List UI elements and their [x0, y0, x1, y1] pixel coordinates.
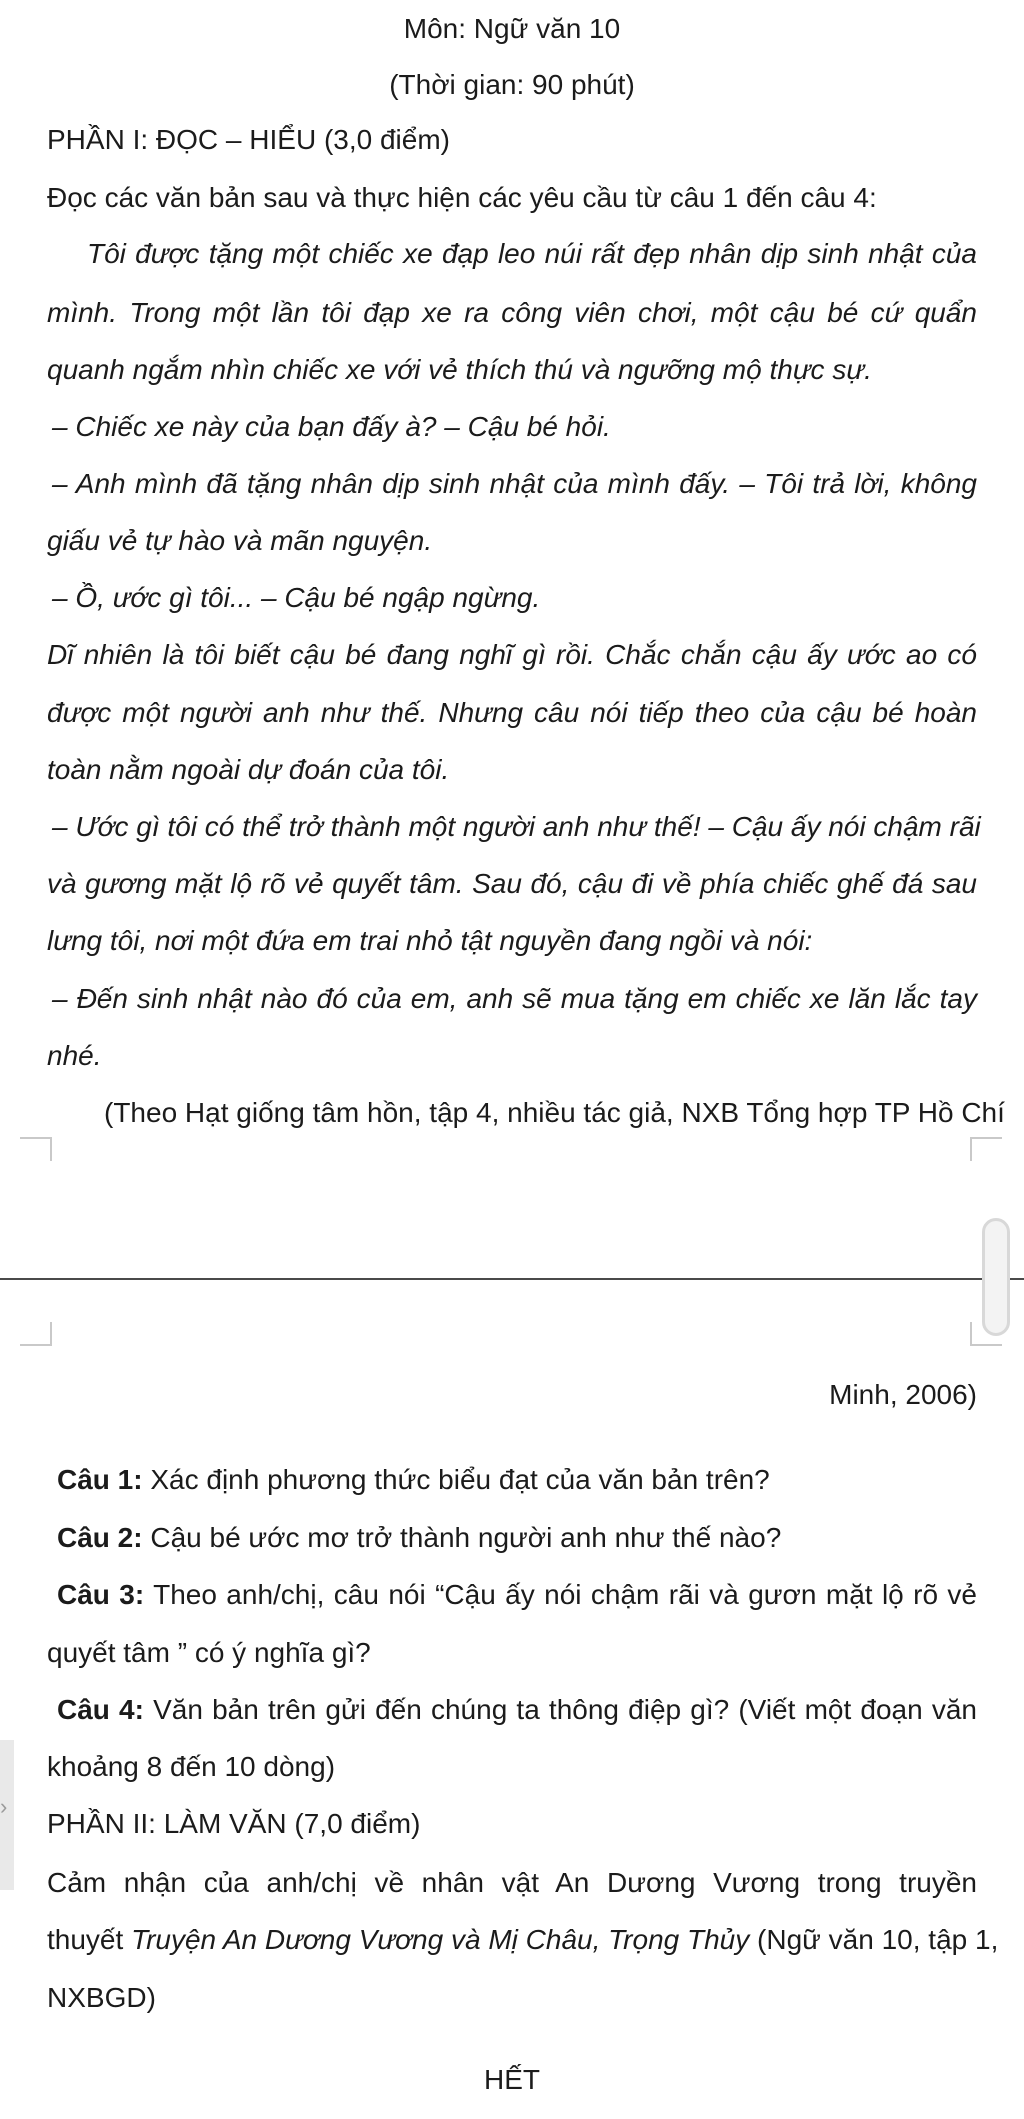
- part2-prompt: Cảm nhận của anh/chị về nhân vật An Dương Vương trong truyền: [47, 1867, 977, 1898]
- end-mark: HẾT: [484, 2064, 540, 2095]
- question-label: Câu 1:: [57, 1464, 143, 1495]
- question-label: Câu 2:: [57, 1522, 143, 1553]
- question-3-cont: quyết tâm ” có ý nghĩa gì?: [47, 1637, 371, 1668]
- chevron-right-icon[interactable]: ›: [0, 1794, 8, 1819]
- subject-title: Môn: Ngữ văn 10: [403, 13, 621, 44]
- question-text: Văn bản trên gửi đến chúng ta thông điệp gì? (Viết một đoạn văn: [143, 1694, 978, 1725]
- part2-publisher: NXBGD): [47, 1982, 156, 2013]
- page-corner-top-left: [20, 1137, 52, 1161]
- passage-line: lưng tôi, nơi một đứa em trai nhỏ tật nguyền đang ngồi và nói:: [47, 925, 813, 956]
- passage-line: quanh ngắm nhìn chiếc xe với vẻ thích thú và ngưỡng mộ thực sự.: [47, 354, 872, 385]
- question-label: Câu 4:: [57, 1694, 144, 1725]
- passage-line: – Anh mình đã tặng nhân dịp sinh nhật của mình đấy. – Tôi trả lời, không: [52, 468, 977, 499]
- passage-line: Tôi được tặng một chiếc xe đạp leo núi rất đẹp nhân dịp sinh nhật của: [87, 238, 977, 269]
- question-2: [57, 1521, 781, 1555]
- passage-line: và gương mặt lộ rõ vẻ quyết tâm. Sau đó, cậu đi về phía chiếc ghế đá sau: [47, 868, 977, 899]
- passage-line: – Đến sinh nhật nào đó của em, anh sẽ mua tặng em chiếc xe lăn lắc tay: [52, 983, 977, 1014]
- question-3: [57, 1578, 977, 1612]
- part1-instruction: Đọc các văn bản sau và thực hiện các yêu cầu từ câu 1 đến câu 4:: [47, 182, 877, 213]
- passage-line: – Ước gì tôi có thể trở thành một người anh như thế! – Cậu ấy nói chậm rãi: [52, 811, 981, 842]
- question-text: Xác định phương thức biểu đạt của văn bản trên?: [142, 1464, 770, 1495]
- passage-line: nhé.: [47, 1040, 102, 1071]
- part2-prompt-cont: [47, 1923, 999, 1957]
- passage-line: được một người anh như thế. Nhưng câu nói tiếp theo của cậu bé hoàn: [47, 697, 977, 728]
- passage-line: – Ồ, ước gì tôi... – Cậu bé ngập ngừng.: [52, 582, 541, 613]
- page-corner-bottom-right: [970, 1322, 1002, 1346]
- part2-text: (Ngữ văn 10, tập 1,: [749, 1924, 999, 1955]
- question-4: [57, 1693, 977, 1727]
- passage-line: mình. Trong một lần tôi đạp xe ra công viên chơi, một cậu bé cứ quẩn: [47, 297, 977, 328]
- question-4-cont: khoảng 8 đến 10 dòng): [47, 1751, 336, 1782]
- question-1: [57, 1463, 770, 1497]
- question-text: Cậu bé ước mơ trở thành người anh như thế nào?: [142, 1522, 782, 1553]
- page-corner-top-right: [970, 1137, 1002, 1161]
- part2-title: PHẦN II: LÀM VĂN (7,0 điểm): [47, 1808, 421, 1839]
- source-citation-end: Minh, 2006): [829, 1379, 977, 1410]
- source-citation: (Theo Hạt giống tâm hồn, tập 4, nhiều tác giả, NXB Tổng hợp TP Hồ Chí: [104, 1097, 1005, 1128]
- page-divider: [0, 1278, 1024, 1280]
- passage-line: toàn nằm ngoài dự đoán của tôi.: [47, 754, 450, 785]
- question-text: Theo anh/chị, câu nói “Cậu ấy nói chậm rãi và gươn mặt lộ rõ vẻ: [144, 1579, 978, 1610]
- scroll-handle[interactable]: [982, 1218, 1010, 1336]
- question-label: Câu 3:: [57, 1579, 145, 1610]
- part1-title: PHẦN I: ĐỌC – HIỂU (3,0 điểm): [47, 124, 450, 155]
- page-corner-bottom-left: [20, 1322, 52, 1346]
- part2-text: thuyết: [47, 1924, 132, 1955]
- passage-line: Dĩ nhiên là tôi biết cậu bé đang nghĩ gì rồi. Chắc chắn cậu ấy ước ao có: [47, 639, 977, 670]
- exam-time: (Thời gian: 90 phút): [389, 69, 635, 100]
- passage-line: – Chiếc xe này của bạn đấy à? – Cậu bé hỏi.: [52, 411, 611, 442]
- work-title: Truyện An Dương Vương và Mị Châu, Trọng Thủy: [131, 1924, 750, 1955]
- passage-line: giấu vẻ tự hào và mãn nguyện.: [47, 525, 433, 556]
